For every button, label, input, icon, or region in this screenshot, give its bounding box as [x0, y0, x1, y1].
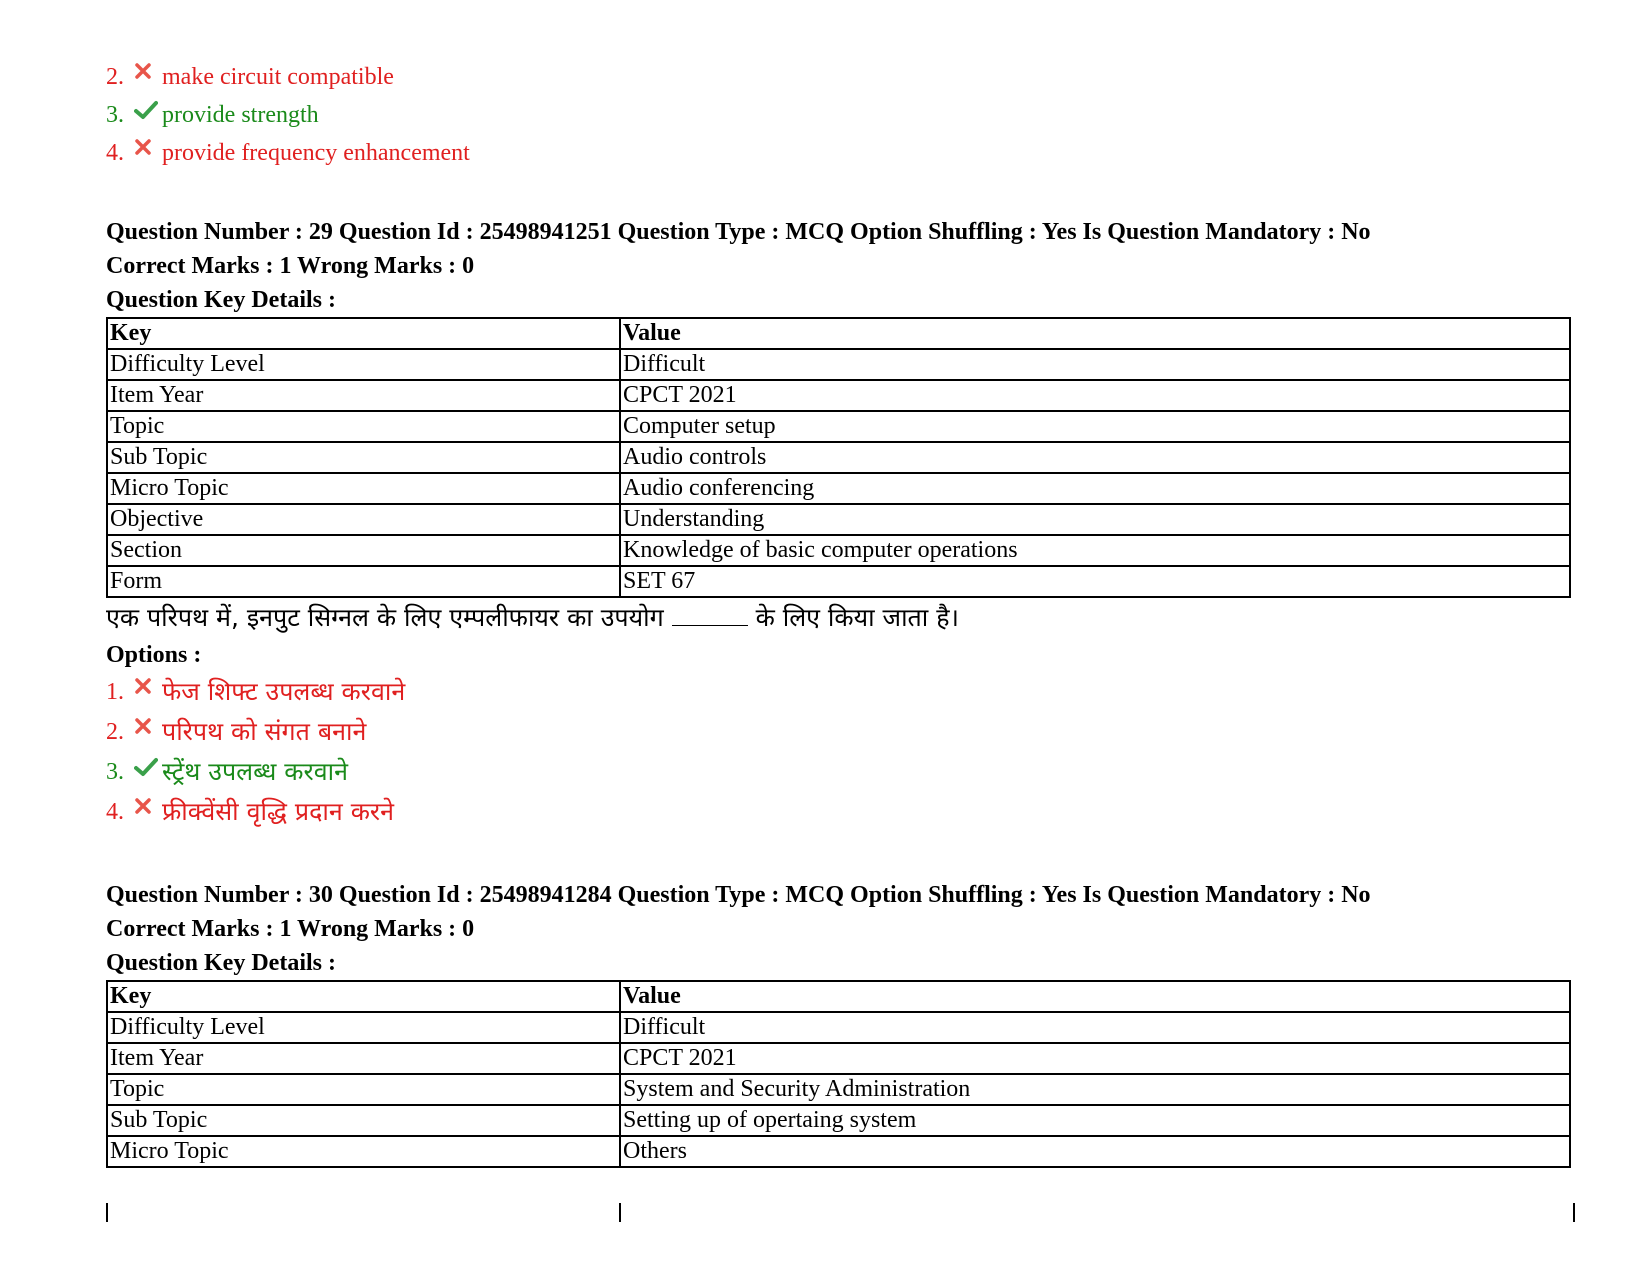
option-text: परिपथ को संगत बनाने: [162, 717, 367, 746]
row-key: Sub Topic: [107, 442, 620, 473]
row-key: Objective: [107, 504, 620, 535]
table-row: [107, 442, 1570, 473]
table-row: [107, 1074, 1570, 1105]
cross-icon: [132, 793, 162, 831]
table-row: [107, 504, 1570, 535]
table-header-value: Value: [620, 318, 1570, 349]
row-value: CPCT 2021: [620, 1043, 1570, 1074]
row-value: Difficult: [620, 1012, 1570, 1043]
row-value: Audio controls: [620, 442, 1570, 473]
option-item: [106, 792, 1576, 832]
options-label: Options :: [106, 642, 202, 668]
table-row: [107, 411, 1570, 442]
option-item: [106, 752, 1576, 792]
row-value: Knowledge of basic computer operations: [620, 535, 1570, 566]
option-number: 2.: [106, 64, 124, 90]
cross-icon: [132, 134, 162, 172]
check-icon: [132, 753, 162, 791]
row-value: CPCT 2021: [620, 380, 1570, 411]
question-text-end: के लिए किया जाता है।: [755, 603, 959, 632]
row-value: Understanding: [620, 504, 1570, 535]
row-value: Audio conferencing: [620, 473, 1570, 504]
option-item: [106, 96, 1576, 134]
options-list: [106, 672, 1576, 832]
row-value: Setting up of opertaing system: [620, 1105, 1570, 1136]
table-row: [107, 473, 1570, 504]
option-number: 3.: [106, 102, 124, 128]
document-page: [106, 58, 1576, 1168]
question-meta: Question Number : 29 Question Id : 25498941251 Question Type : MCQ Option Shuffling : Yes Is Question Mandatory : No: [106, 219, 1371, 245]
key-details-table: [106, 317, 1571, 598]
table-continuation: [106, 1203, 1575, 1222]
table-row: [107, 1105, 1570, 1136]
key-details-label: Question Key Details :: [106, 287, 336, 313]
table-header-key: Key: [107, 981, 620, 1012]
cross-icon: [132, 58, 162, 96]
option-number: 3.: [106, 759, 124, 785]
row-key: Sub Topic: [107, 1105, 620, 1136]
option-number: 2.: [106, 719, 124, 745]
row-value: Computer setup: [620, 411, 1570, 442]
check-icon: [132, 96, 162, 134]
option-text: provide frequency enhancement: [162, 140, 470, 166]
question-marks: Correct Marks : 1 Wrong Marks : 0: [106, 253, 475, 279]
question-block-29: [106, 215, 1576, 832]
row-value: Others: [620, 1136, 1570, 1167]
cross-icon: [132, 673, 162, 711]
table-row: [107, 380, 1570, 411]
question-marks: Correct Marks : 1 Wrong Marks : 0: [106, 916, 475, 942]
option-text: make circuit compatible: [162, 64, 394, 90]
row-key: Item Year: [107, 380, 620, 411]
row-key: Topic: [107, 411, 620, 442]
option-number: 1.: [106, 679, 124, 705]
table-header-key: Key: [107, 318, 620, 349]
question-block-30: [106, 878, 1576, 1168]
key-details-label: Question Key Details :: [106, 950, 336, 976]
row-key: Topic: [107, 1074, 620, 1105]
cross-icon: [132, 713, 162, 751]
row-value: SET 67: [620, 566, 1570, 597]
option-item: [106, 672, 1576, 712]
table-header-row: [107, 318, 1570, 349]
key-details-table: [106, 980, 1571, 1168]
row-key: Difficulty Level: [107, 1012, 620, 1043]
table-header-row: [107, 981, 1570, 1012]
option-item: [106, 134, 1576, 172]
row-key: Micro Topic: [107, 1136, 620, 1167]
row-key: Section: [107, 535, 620, 566]
row-key: Form: [107, 566, 620, 597]
option-number: 4.: [106, 140, 124, 166]
table-row: [107, 349, 1570, 380]
question-text: [106, 598, 1576, 638]
table-column-divider: [619, 1203, 621, 1222]
fill-in-blank: [672, 603, 748, 626]
table-row: [107, 1136, 1570, 1167]
option-text: फ्रीक्वेंसी वृद्धि प्रदान करने: [162, 797, 394, 826]
row-key: Micro Topic: [107, 473, 620, 504]
option-text: provide strength: [162, 102, 319, 128]
question-meta: Question Number : 30 Question Id : 25498941284 Question Type : MCQ Option Shuffling : Yes Is Question Mandatory : No: [106, 882, 1371, 908]
row-key: Difficulty Level: [107, 349, 620, 380]
option-item: [106, 58, 1576, 96]
option-number: 4.: [106, 799, 124, 825]
row-value: System and Security Administration: [620, 1074, 1570, 1105]
table-row: [107, 535, 1570, 566]
option-text: स्ट्रेंथ उपलब्ध करवाने: [162, 757, 348, 786]
prev-options-list: [106, 58, 1576, 172]
table-row: [107, 1043, 1570, 1074]
row-key: Item Year: [107, 1043, 620, 1074]
option-item: [106, 712, 1576, 752]
table-header-value: Value: [620, 981, 1570, 1012]
table-row: [107, 566, 1570, 597]
option-text: फेज शिफ्ट उपलब्ध करवाने: [162, 677, 406, 706]
row-value: Difficult: [620, 349, 1570, 380]
question-text-start: एक परिपथ में, इनपुट सिग्नल के लिए एम्पलीफायर का उपयोग: [106, 603, 664, 632]
table-row: [107, 1012, 1570, 1043]
